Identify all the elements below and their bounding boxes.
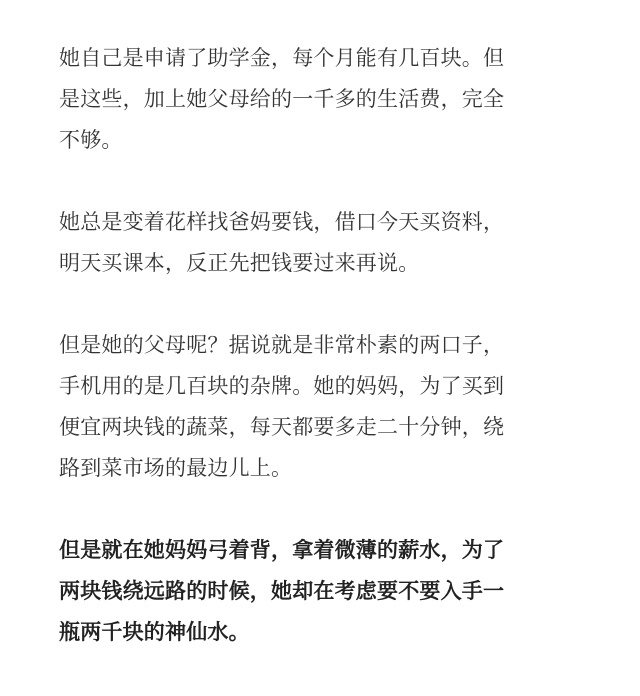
text-line: 路到菜市场的最边儿上。 <box>59 456 293 480</box>
text-line: 但是就在她妈妈弓着背，拿着微薄的薪水，为了 <box>59 538 505 562</box>
text-line: 手机用的是几百块的杂牌。她的妈妈，为了买到 <box>59 374 505 398</box>
text-line: 便宜两块钱的蔬菜，每天都要多走二十分钟，绕 <box>59 415 505 439</box>
text-line: 瓶两千块的神仙水。 <box>59 620 250 644</box>
paragraph-3 <box>59 325 599 489</box>
paragraph-4-emphasis <box>59 530 599 653</box>
paragraph-1 <box>59 38 599 161</box>
text-line: 她自己是申请了助学金，每个月能有几百块。但 <box>59 46 505 70</box>
article-body <box>59 38 599 653</box>
text-line: 她总是变着花样找爸妈要钱，借口今天买资料， <box>59 210 505 234</box>
paragraph-2 <box>59 202 599 284</box>
text-line: 两块钱绕远路的时候，她却在考虑要不要入手一 <box>59 579 505 603</box>
text-line: 不够。 <box>59 128 123 152</box>
text-line: 是这些，加上她父母给的一千多的生活费，完全 <box>59 87 505 111</box>
text-line: 明天买课本，反正先把钱要过来再说。 <box>59 251 420 275</box>
text-line: 但是她的父母呢？据说就是非常朴素的两口子， <box>59 333 505 357</box>
